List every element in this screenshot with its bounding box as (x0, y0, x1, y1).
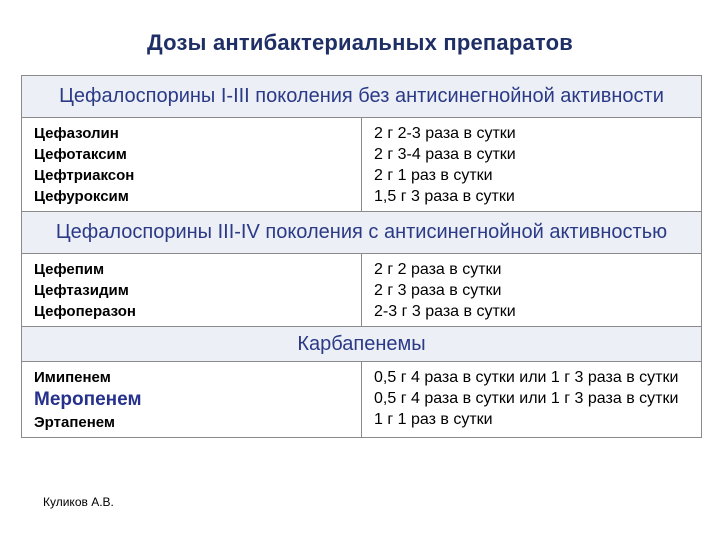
group-header-row-cephalosporins-1-3 (22, 76, 702, 118)
group-header-carbapenems: Карбапенемы (22, 327, 702, 362)
group-header-cephalosporins-3-4: Цефалоспорины III-IV поколения с антисинегнойной активностью (22, 212, 702, 254)
group-header-row-carbapenems (22, 327, 702, 362)
dose-text: 2 г 3-4 раза в сутки (374, 146, 516, 163)
dose-text: 2 г 2 раза в сутки (374, 261, 502, 278)
table-row (22, 254, 702, 327)
page-title: Дозы антибактериальных препаратов (147, 30, 573, 55)
dose-text: 2 г 2-3 раза в сутки (374, 125, 516, 142)
dose-text: 1 г 1 раз в сутки (374, 411, 493, 428)
drug-name: Цефтриаксон (34, 167, 135, 184)
drug-name: Цефоперазон (34, 303, 136, 320)
table-row (22, 118, 702, 212)
drug-name: Эртапенем (34, 414, 116, 431)
drug-list-cell (22, 118, 362, 212)
drug-name: Цефазолин (34, 125, 119, 142)
drug-name: Цефотаксим (34, 146, 127, 163)
drug-name: Цефуроксим (34, 188, 129, 205)
table-row (22, 362, 702, 438)
dose-text: 0,5 г 4 раза в сутки или 1 г 3 раза в сутки (374, 369, 679, 386)
dose-text: 2-3 г 3 раза в сутки (374, 303, 516, 320)
drug-name: Цефтазидим (34, 282, 129, 299)
drug-list-cell (22, 362, 362, 438)
author-credit: Куликов А.В. (43, 495, 114, 509)
drug-name-highlighted: Меропенем (34, 389, 142, 410)
drug-list-cell (22, 254, 362, 327)
group-header-row-cephalosporins-3-4 (22, 212, 702, 254)
dose-text: 2 г 3 раза в сутки (374, 282, 502, 299)
dose-list-cell (362, 362, 702, 438)
dose-list-cell (362, 254, 702, 327)
drug-name: Цефепим (34, 261, 105, 278)
dose-list-cell (362, 118, 702, 212)
drug-name: Имипенем (34, 369, 111, 386)
dose-table (21, 75, 702, 438)
dose-text: 2 г 1 раз в сутки (374, 167, 493, 184)
dose-text: 0,5 г 4 раза в сутки или 1 г 3 раза в сутки (374, 390, 679, 407)
dose-text: 1,5 г 3 раза в сутки (374, 188, 515, 205)
group-header-cephalosporins-1-3: Цефалоспорины I-III поколения без антисинегнойной активности (22, 76, 702, 118)
